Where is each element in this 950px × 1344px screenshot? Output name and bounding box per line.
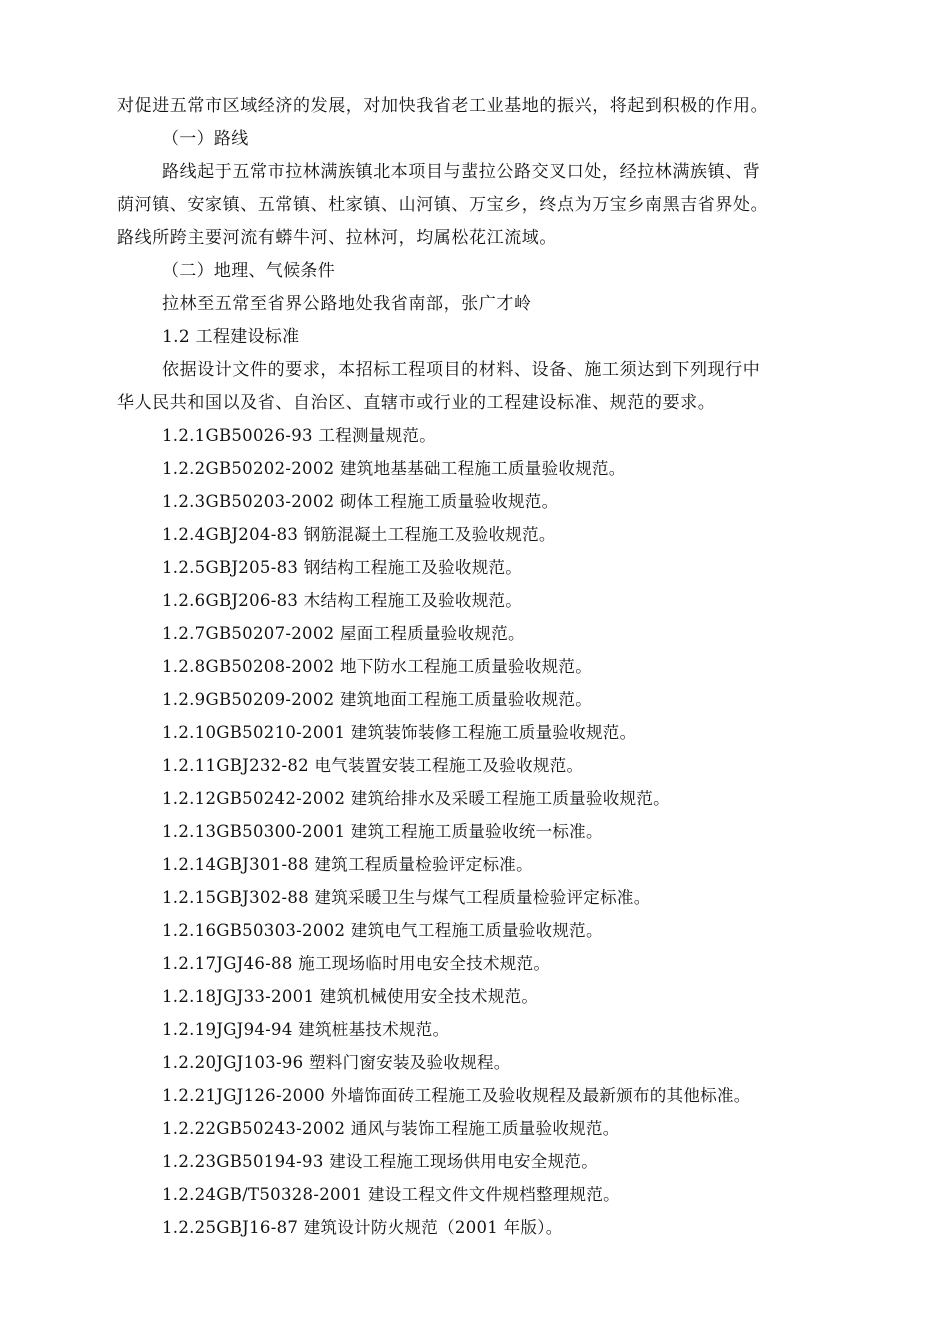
standard-item: 1.2.23GB50194-93 建设工程施工现场供用电安全规范。 [162, 1152, 598, 1171]
paragraph-route-line-3: 路线所跨主要河流有蟒牛河、拉林河，均属松花江流域。 [117, 228, 557, 248]
standard-item: 1.2.7GB50207-2002 屋面工程质量验收规范。 [162, 624, 525, 643]
section-heading-geography: （二）地理、气候条件 [162, 261, 335, 281]
standard-item: 1.2.3GB50203-2002 砌体工程施工质量验收规范。 [162, 492, 559, 511]
paragraph-geography: 拉林至五常至省界公路地处我省南部，张广才岭 [162, 294, 532, 314]
standard-item: 1.2.22GB50243-2002 通风与装饰工程施工质量验收规范。 [162, 1119, 620, 1138]
standard-item: 1.2.1GB50026-93 工程测量规范。 [162, 426, 436, 445]
standard-item: 1.2.2GB50202-2002 建筑地基基础工程施工质量验收规范。 [162, 459, 626, 478]
standard-item: 1.2.6GBJ206-83 木结构工程施工及验收规范。 [162, 591, 523, 610]
standard-item: 1.2.16GB50303-2002 建筑电气工程施工质量验收规范。 [162, 921, 603, 940]
paragraph-route-line-2: 荫河镇、安家镇、五常镇、杜家镇、山河镇、万宝乡，终点为万宝乡南黑吉省界处。 [117, 195, 769, 215]
standard-item: 1.2.25GBJ16-87 建筑设计防火规范（2001 年版）。 [162, 1218, 563, 1237]
standard-item: 1.2.5GBJ205-83 钢结构工程施工及验收规范。 [162, 558, 523, 577]
standard-item: 1.2.10GB50210-2001 建筑装饰装修工程施工质量验收规范。 [162, 723, 637, 742]
section-heading-route: （一）路线 [162, 129, 249, 149]
paragraph-intro-continuation: 对促进五常市区域经济的发展，对加快我省老工业基地的振兴，将起到积极的作用。 [117, 96, 769, 116]
paragraph-standards-line-2: 华人民共和国以及省、自治区、直辖市或行业的工程建设标准、规范的要求。 [117, 393, 716, 413]
standard-item: 1.2.13GB50300-2001 建筑工程施工质量验收统一标准。 [162, 822, 603, 841]
standard-item: 1.2.8GB50208-2002 地下防水工程施工质量验收规范。 [162, 657, 592, 676]
standard-item: 1.2.20JGJ103-96 塑料门窗安装及验收规程。 [162, 1053, 511, 1072]
standard-item: 1.2.14GBJ301-88 建筑工程质量检验评定标准。 [162, 855, 533, 874]
section-heading-standards: 1.2 工程建设标准 [162, 327, 300, 347]
standard-item: 1.2.18JGJ33-2001 建筑机械使用安全技术规范。 [162, 987, 539, 1006]
paragraph-route-line-1: 路线起于五常市拉林满族镇北本项目与蜚拉公路交叉口处，经拉林满族镇、背 [162, 162, 761, 182]
standard-item: 1.2.24GB/T50328-2001 建设工程文件文件规档整理规范。 [162, 1185, 620, 1204]
standard-item: 1.2.17JGJ46-88 施工现场临时用电安全技术规范。 [162, 954, 551, 973]
paragraph-standards-line-1: 依据设计文件的要求，本招标工程项目的材料、设备、施工须达到下列现行中 [162, 360, 761, 380]
standard-item: 1.2.9GB50209-2002 建筑地面工程施工质量验收规范。 [162, 690, 592, 709]
standard-item: 1.2.4GBJ204-83 钢筋混凝土工程施工及验收规范。 [162, 525, 556, 544]
standard-item: 1.2.11GBJ232-82 电气装置安装工程施工及验收规范。 [162, 756, 584, 775]
standard-item: 1.2.12GB50242-2002 建筑给排水及采暖工程施工质量验收规范。 [162, 789, 670, 808]
standard-item: 1.2.19JGJ94-94 建筑桩基技术规范。 [162, 1020, 450, 1039]
standard-item: 1.2.15GBJ302-88 建筑采暖卫生与煤气工程质量检验评定标准。 [162, 888, 651, 907]
standard-item: 1.2.21JGJ126-2000 外墙饰面砖工程施工及验收规程及最新颁布的其他标准。 [162, 1086, 751, 1105]
